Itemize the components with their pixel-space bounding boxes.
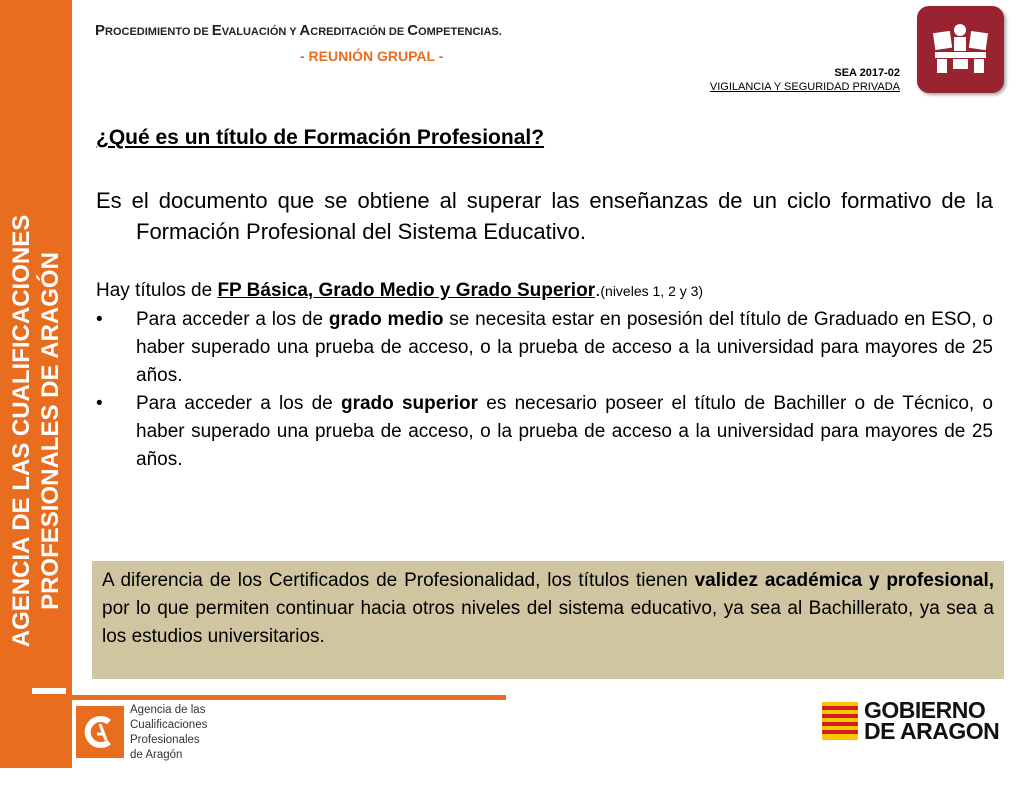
bullet-icon: • <box>96 309 103 330</box>
procedure-title <box>95 22 502 39</box>
sidebar-band <box>0 0 72 768</box>
footer-divider <box>72 695 506 700</box>
item-text: es necesario poseer el título de Bachiller o de Técnico, o haber superado una prueba de acceso, o la prueba de acceso a la universidad para mayores de 25 años. <box>136 393 993 470</box>
item-text: Para acceder a los de <box>136 393 341 414</box>
agency-name-line: Agencia de las <box>130 704 206 716</box>
aragon-flag-icon <box>822 702 858 740</box>
note-box <box>92 561 1004 679</box>
title-cap: E <box>211 22 222 39</box>
sidebar-title-line1: AGENCIA DE LAS CUALIFICACIONES <box>8 214 35 648</box>
title-types-line <box>96 280 703 302</box>
gov-line1: GOBIERNO <box>864 697 986 723</box>
types-levels: FP Básica, Grado Medio y Grado Superior <box>217 280 596 301</box>
sidebar-divider <box>32 688 66 694</box>
agency-name-line: Cualificaciones <box>130 719 208 731</box>
gov-line2: DE ARAGON <box>864 718 1000 744</box>
title-small: VALUACIÓN Y <box>221 26 300 38</box>
agency-name <box>130 703 207 763</box>
note-text: por lo que permiten continuar hacia otros niveles del sistema educativo, ya sea al Bachillerato, ya sea a los estudios universitarios. <box>102 598 994 647</box>
list-item <box>96 390 993 474</box>
title-cap: C <box>407 22 419 39</box>
session-code: SEA 2017-02 <box>834 67 900 79</box>
item-text: se necesita estar en posesión del título de Graduado en ESO, o haber superado una prueba de acceso, o la prueba de acceso a la universidad para mayores de 25 años. <box>136 309 993 386</box>
agency-name-line: Profesionales <box>130 734 200 746</box>
meeting-logo-icon <box>917 6 1004 93</box>
meeting-subtitle: - REUNIÓN GRUPAL - <box>300 48 444 64</box>
sidebar-title-line2: PROFESIONALES DE ARAGÓN <box>37 252 64 610</box>
title-cap: P <box>95 22 106 39</box>
government-logo-text <box>864 697 1000 744</box>
item-bold: grado superior <box>340 393 479 414</box>
agency-name-line: de Aragón <box>130 749 183 761</box>
specialty-label: VIGILANCIA Y SEGURIDAD PRIVADA <box>709 81 900 93</box>
types-dot: . <box>595 280 601 301</box>
sidebar-title <box>7 51 65 811</box>
types-prefix: Hay títulos de <box>96 280 218 301</box>
note-text: A diferencia de los Certificados de Profesionalidad, los títulos tienen <box>102 570 695 591</box>
list-item <box>96 306 993 390</box>
item-text: Para acceder a los de <box>136 309 329 330</box>
definition-paragraph: Es el documento que se obtiene al superar las enseñanzas de un ciclo formativo de la Formación Profesional del Sistema Educativo. <box>96 188 993 244</box>
title-small: CREDITACIÓN DE <box>310 26 408 38</box>
note-bold: validez académica y profesional, <box>694 570 994 591</box>
title-cap: A <box>299 22 311 39</box>
types-note: (niveles 1, 2 y 3) <box>600 283 704 299</box>
title-small: OMPETENCIAS. <box>418 26 502 38</box>
agency-c-icon <box>76 706 124 758</box>
title-small: ROCEDIMIENTO DE <box>105 26 212 38</box>
section-heading: ¿Qué es un título de Formación Profesional? <box>96 126 545 149</box>
bullet-icon: • <box>96 393 103 414</box>
meeting-table-icon <box>917 6 1004 93</box>
item-bold: grado medio <box>328 309 444 330</box>
access-requirements-list <box>96 306 993 474</box>
agency-logo-icon <box>76 706 124 758</box>
